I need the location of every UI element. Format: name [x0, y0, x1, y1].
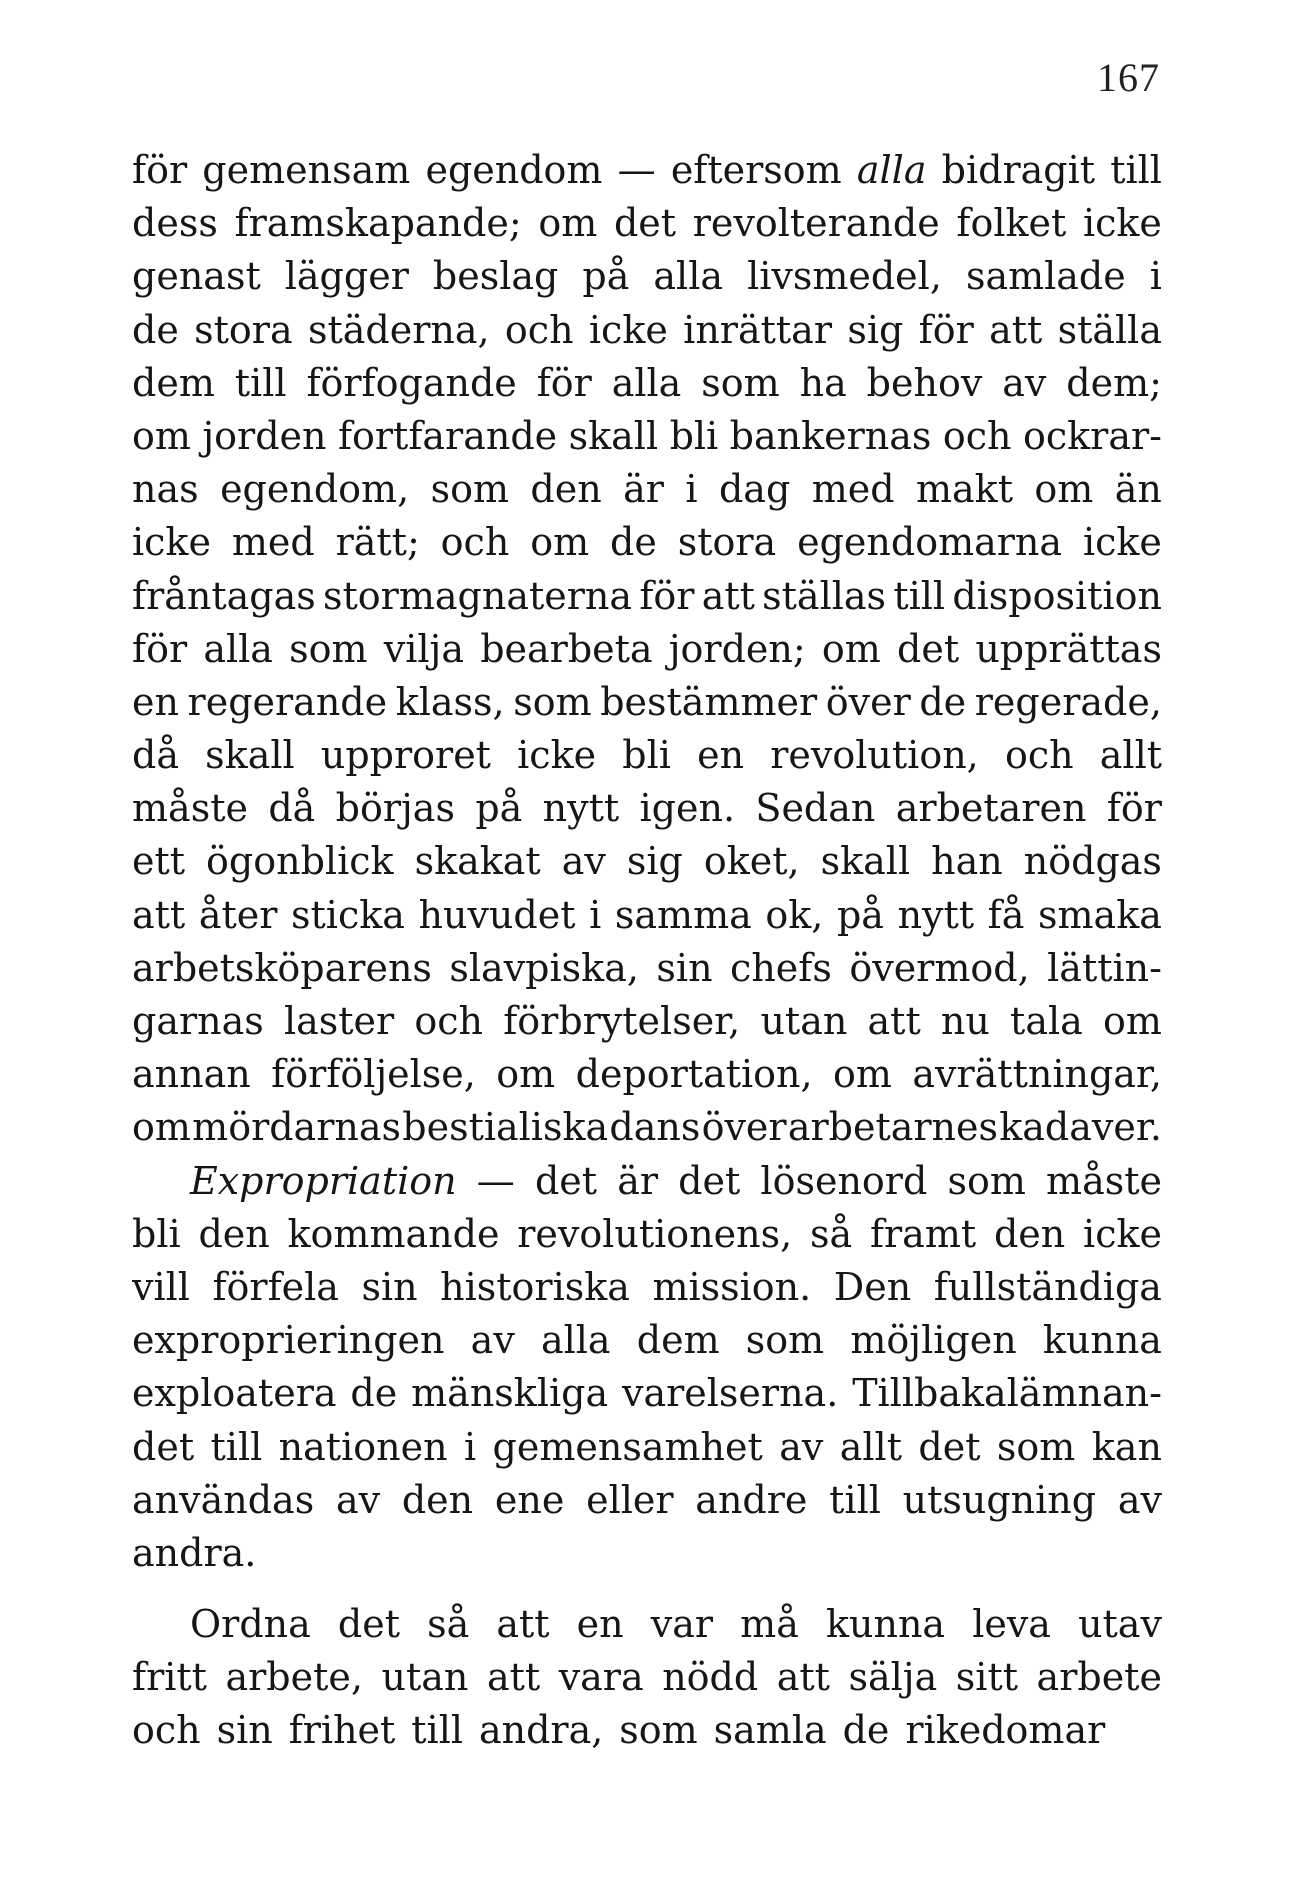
text-line: om jorden fortfarande skall bli bankernas och ockrar-	[132, 413, 1162, 458]
page-body-text	[132, 144, 1162, 1758]
text-line: annan förföljelse, om deportation, om avrättningar,	[132, 1052, 1162, 1097]
text-line: Expropriation — det är det lösenord som måste	[190, 1158, 1162, 1203]
text-line: för gemensam egendom — eftersom alla bidragit till	[132, 148, 1162, 192]
text-line: för alla som vilja bearbeta jorden; om det upprättas	[132, 626, 1162, 671]
text-line: en regerande klass, som bestämmer över de regerade,	[132, 679, 1162, 724]
text-line: exploatera de mänskliga varelserna. Tillbakalämnan-	[132, 1371, 1162, 1416]
text-line: dess framskapande; om det revolterande folket icke	[132, 201, 1162, 246]
text-line: arbetsköparens slavpiska, sin chefs övermod, lättin-	[132, 945, 1162, 990]
text-line: genast lägger beslag på alla livsmedel, samlade i	[132, 254, 1162, 299]
page-number: 167	[1097, 55, 1160, 100]
text-line: måste då börjas på nytt igen. Sedan arbetaren för	[132, 786, 1162, 831]
text-line: det till nationen i gemensamhet av allt det som kan	[132, 1424, 1162, 1469]
text-line: om mördarnas bestialiska dans över arbetarnes kadaver.	[132, 1105, 1162, 1150]
text-line: andra.	[132, 1530, 257, 1575]
text-line: då skall upproret icke bli en revolution, och allt	[132, 733, 1162, 778]
text-line: vill förfela sin historiska mission. Den fullständiga	[132, 1264, 1162, 1309]
text-line: garnas laster och förbrytelser, utan att nu tala om	[132, 999, 1162, 1043]
text-line: Ordna det så att en var må kunna leva utav	[190, 1602, 1162, 1647]
text-line: exproprieringen av alla dem som möjligen kunna	[132, 1318, 1162, 1363]
text-line: och sin frihet till andra, som samla de rikedomar	[132, 1708, 1106, 1753]
text-line: bli den kommande revolutionens, så framt den icke	[132, 1211, 1162, 1256]
text-line: fritt arbete, utan att vara nödd att sälja sitt arbete	[132, 1655, 1162, 1700]
text-line: nas egendom, som den är i dag med makt om än	[132, 467, 1162, 512]
text-line: dem till förfogande för alla som ha behov av dem;	[132, 360, 1162, 405]
text-line: de stora städerna, och icke inrättar sig för att ställa	[132, 307, 1162, 352]
text-line: icke med rätt; och om de stora egendomarna icke	[132, 520, 1162, 565]
text-line: användas av den ene eller andre till utsugning av	[132, 1477, 1162, 1522]
text-line: ett ögonblick skakat av sig oket, skall han nödgas	[132, 839, 1162, 884]
text-line: att åter sticka huvudet i samma ok, på nytt få smaka	[132, 892, 1162, 937]
text-line: fråntagas stormagnaterna för att ställas till disposition	[132, 573, 1162, 618]
